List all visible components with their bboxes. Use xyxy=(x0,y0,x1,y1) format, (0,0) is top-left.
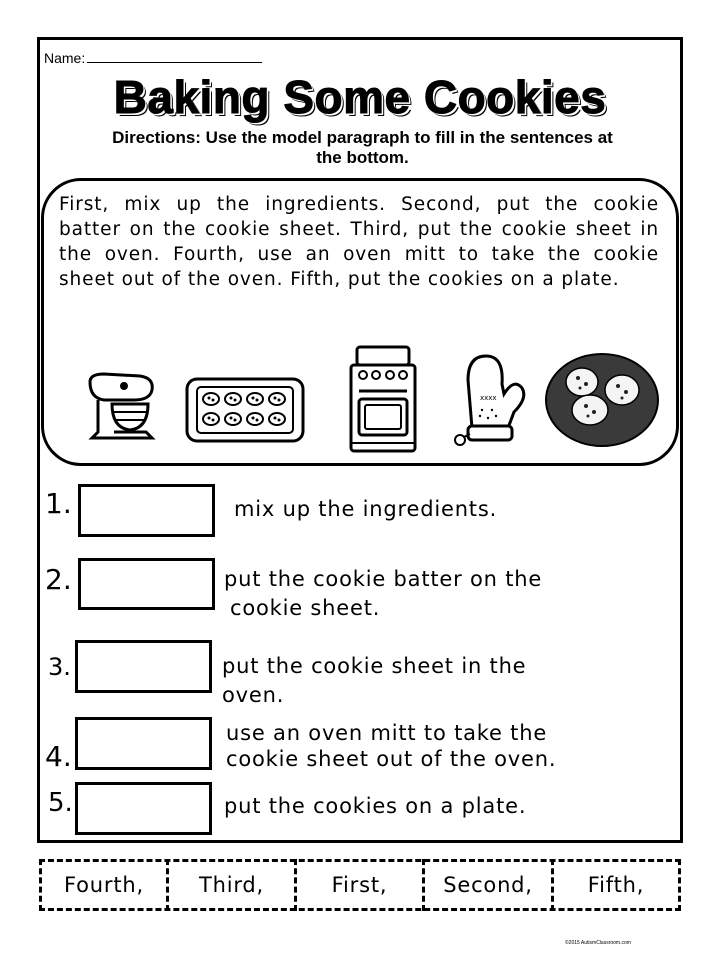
question-2-number: 2. xyxy=(45,563,72,596)
answer-box-4[interactable] xyxy=(75,717,212,770)
answer-box-3[interactable] xyxy=(75,640,212,693)
question-1-text: mix up the ingredients. xyxy=(234,497,498,521)
mitt-pattern-text: xxxx xyxy=(480,394,497,402)
word-card-first[interactable]: First, xyxy=(331,873,388,897)
oven-mitt-icon xyxy=(452,350,532,450)
question-1-number: 1. xyxy=(45,487,72,520)
copyright-text: ©2015 AutismClassroom.com xyxy=(565,940,631,946)
oven-icon xyxy=(347,345,419,457)
answer-box-2[interactable] xyxy=(78,558,215,610)
question-3-text-line1: put the cookie sheet in the xyxy=(222,654,527,678)
question-5-text: put the cookies on a plate. xyxy=(224,794,527,818)
directions-text: Directions: Use the model paragraph to fill in the sentences at the bottom. xyxy=(112,128,613,167)
mixer-icon xyxy=(84,372,160,442)
cookie-tray-icon xyxy=(185,377,305,443)
question-4-number: 4. xyxy=(45,740,72,773)
question-4-text-line2: cookie sheet out of the oven. xyxy=(226,747,557,771)
word-card-fourth[interactable]: Fourth, xyxy=(64,873,144,897)
cookie-plate-icon xyxy=(544,352,660,448)
answer-box-5[interactable] xyxy=(75,782,212,835)
word-card-fifth[interactable]: Fifth, xyxy=(587,873,645,897)
word-card-third[interactable]: Third, xyxy=(198,873,265,897)
word-card-second[interactable]: Second, xyxy=(443,873,533,897)
question-2-text-line1: put the cookie batter on the xyxy=(224,567,543,591)
model-paragraph: First, mix up the ingredients. Second, put the cookie batter on the cookie sheet. Third, put the cookie sheet in the oven. Fourth, use an oven mitt to take the cookie sheet out of the oven. Fifth, put the cookies on a plate. xyxy=(59,194,659,290)
name-label: Name: xyxy=(44,50,86,66)
question-3-text-line2: oven. xyxy=(222,683,285,707)
name-blank-line[interactable] xyxy=(87,50,262,63)
page-title: Baking Some Cookies xyxy=(113,71,607,123)
question-4-text-line1: use an oven mitt to take the xyxy=(226,721,548,745)
name-field[interactable] xyxy=(44,50,262,66)
question-2-text-line2: cookie sheet. xyxy=(230,596,381,620)
question-3-number: 3. xyxy=(48,653,71,681)
answer-box-1[interactable] xyxy=(78,484,215,537)
question-5-number: 5. xyxy=(48,788,73,818)
